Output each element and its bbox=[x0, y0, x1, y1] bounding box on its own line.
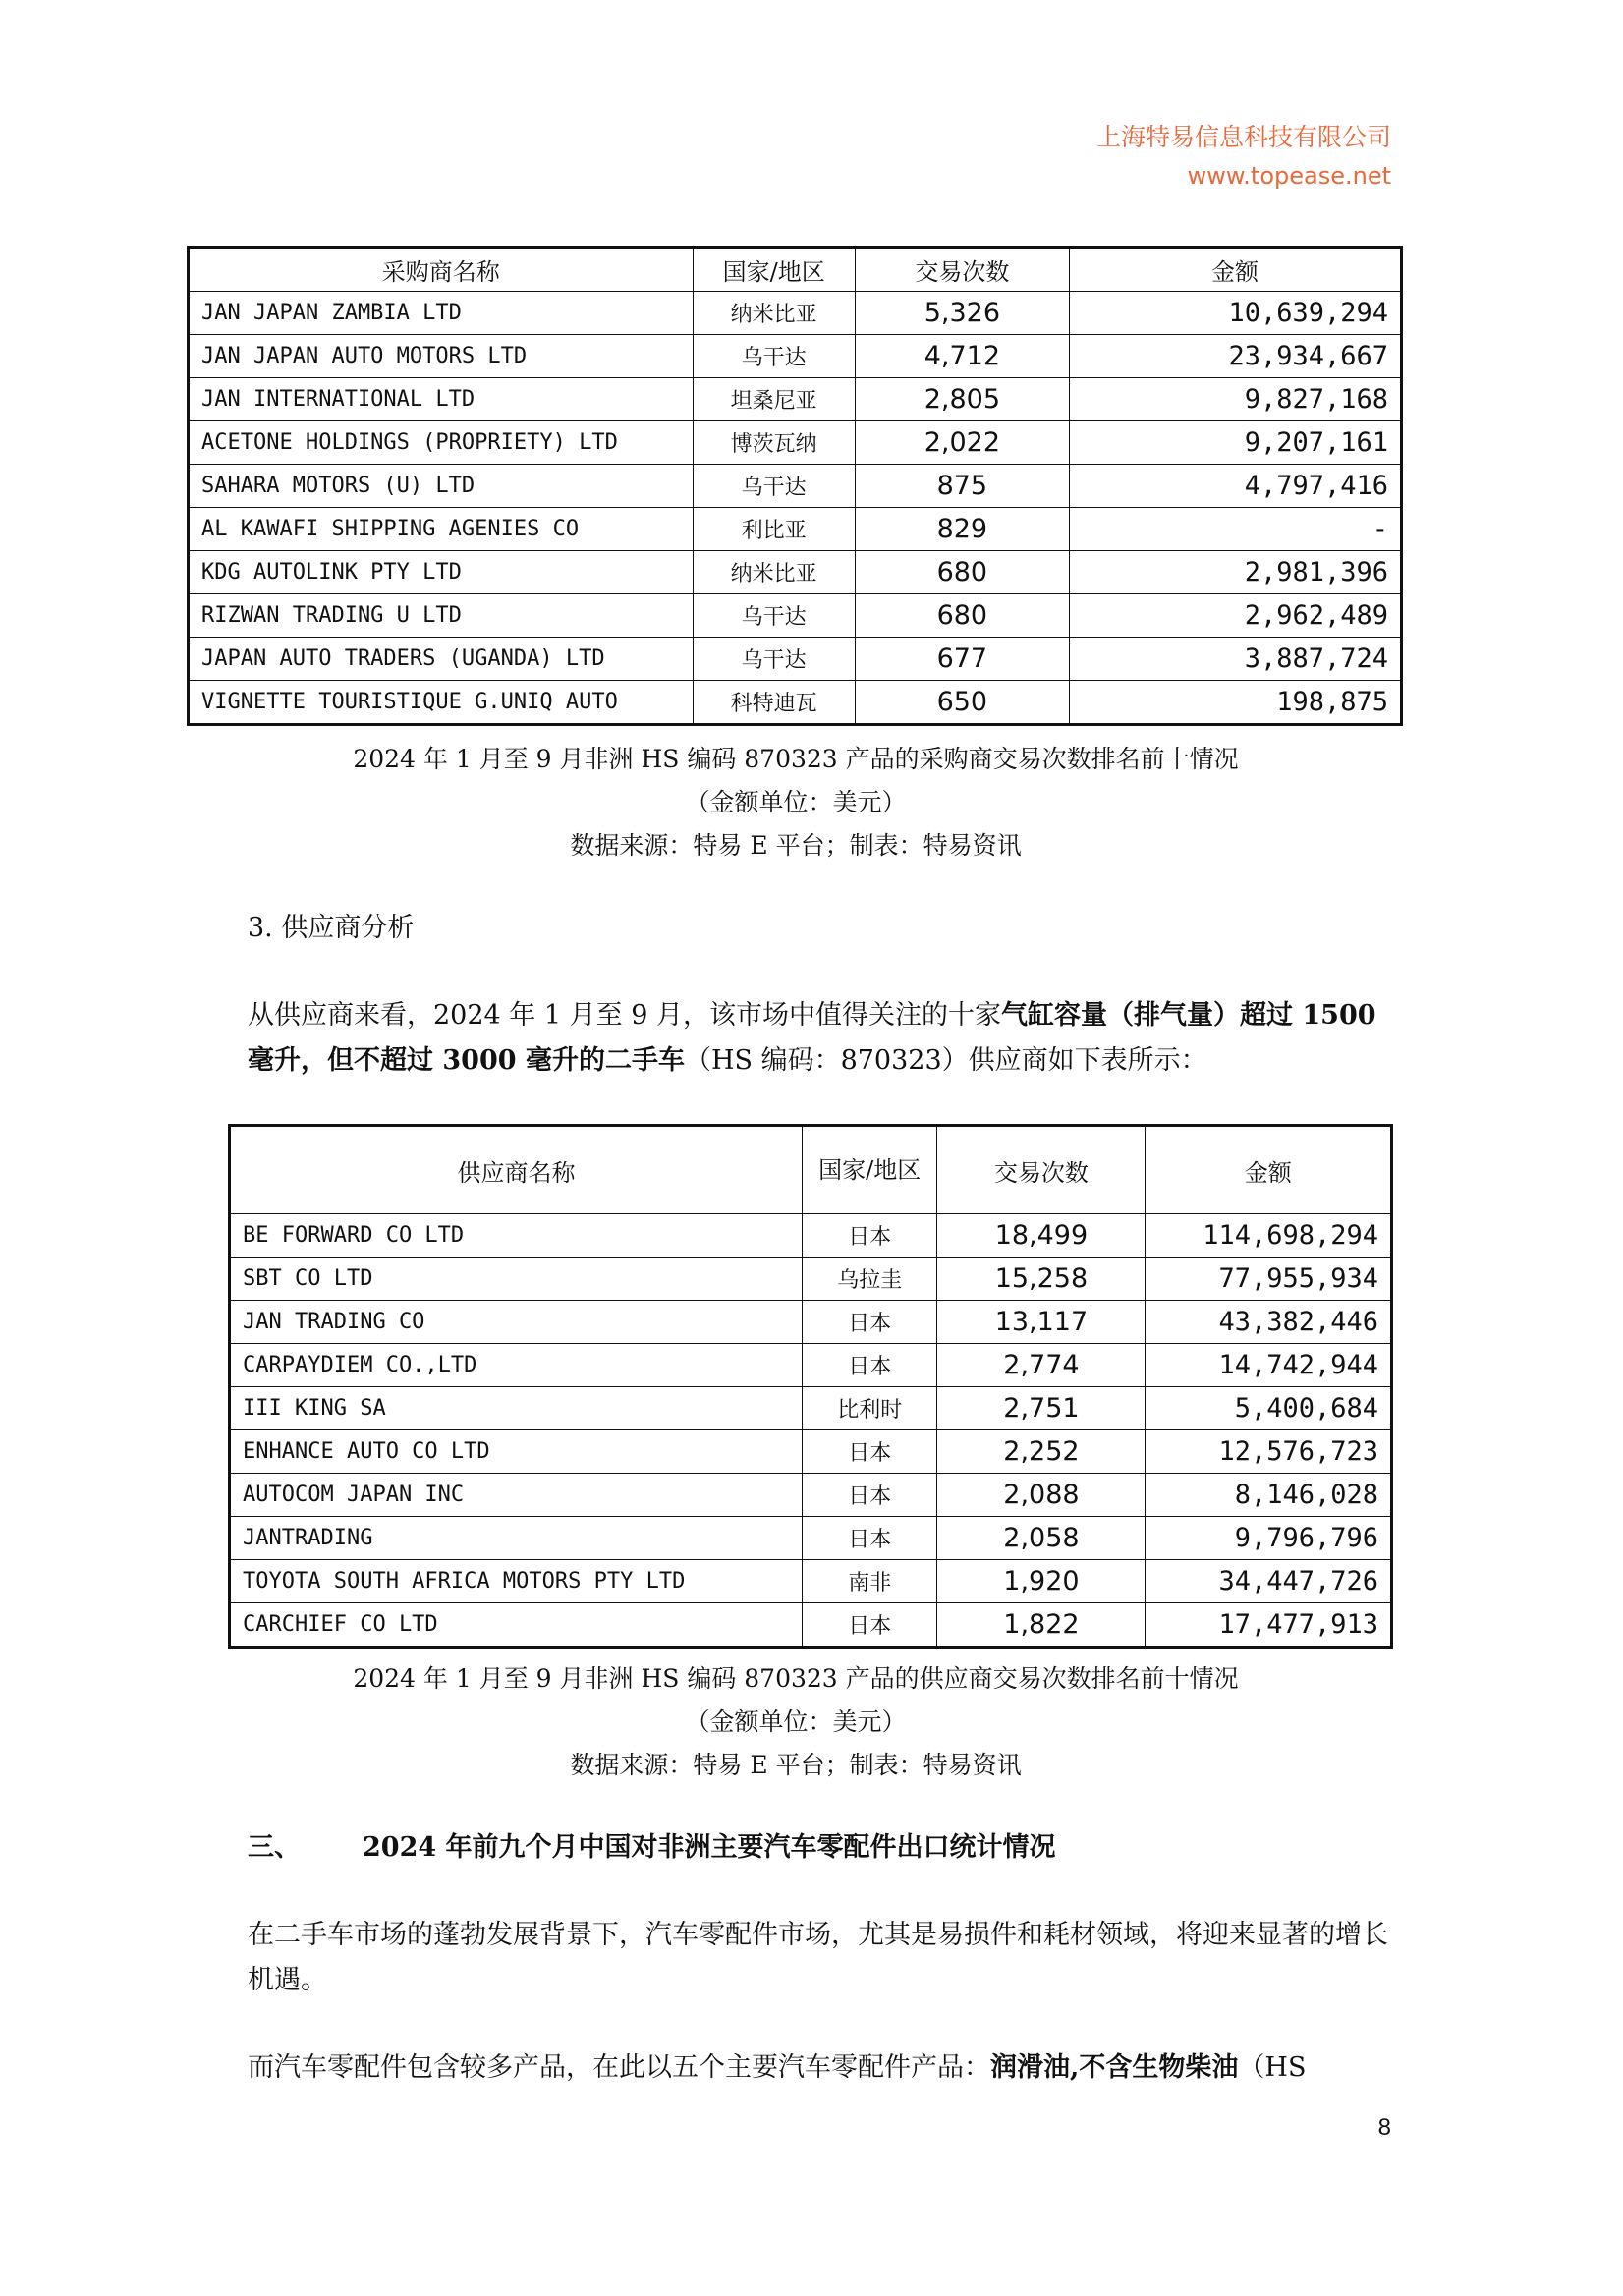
para2-tail: （HS bbox=[1238, 2052, 1307, 2083]
count-cell: 2,022 bbox=[855, 421, 1069, 465]
company-name-cell: VIGNETTE TOURISTIQUE G.UNIQ AUTO bbox=[189, 681, 694, 725]
count-cell: 680 bbox=[855, 551, 1069, 594]
suppliers-table bbox=[228, 1124, 1393, 1649]
amount-cell: 198,875 bbox=[1069, 681, 1401, 725]
amount-cell: 9,827,168 bbox=[1069, 378, 1401, 421]
company-name-cell: AL KAWAFI SHIPPING AGENIES CO bbox=[189, 508, 694, 551]
table-row bbox=[189, 292, 1402, 335]
company-name-cell: JANTRADING bbox=[230, 1517, 803, 1560]
company-name-cell: JAPAN AUTO TRADERS (UGANDA) LTD bbox=[189, 638, 694, 681]
country-cell: 利比亚 bbox=[693, 508, 855, 551]
page-number: 8 bbox=[1377, 2114, 1391, 2141]
country-cell: 乌干达 bbox=[693, 638, 855, 681]
amount-cell: 114,698,294 bbox=[1146, 1214, 1392, 1258]
country-cell: 日本 bbox=[803, 1301, 937, 1344]
amount-cell: 9,796,796 bbox=[1146, 1517, 1392, 1560]
section-three-paragraph-2 bbox=[248, 2045, 1393, 2091]
count-cell: 2,088 bbox=[937, 1474, 1146, 1517]
header-country: 国家/地区 bbox=[803, 1126, 937, 1214]
header-count: 交易次数 bbox=[855, 248, 1069, 292]
table-row bbox=[189, 551, 1402, 594]
company-name-cell: ACETONE HOLDINGS (PROPRIETY) LTD bbox=[189, 421, 694, 465]
supplier-intro-text: 从供应商来看，2024 年 1 月至 9 月，该市场中值得关注的十家 bbox=[248, 1000, 1001, 1031]
count-cell: 5,326 bbox=[855, 292, 1069, 335]
company-name-cell: JAN INTERNATIONAL LTD bbox=[189, 378, 694, 421]
company-name: 上海特易信息科技有限公司 bbox=[1095, 123, 1391, 151]
table-header-row bbox=[230, 1126, 1392, 1214]
amount-cell: 17,477,913 bbox=[1146, 1603, 1392, 1648]
company-name-cell: TOYOTA SOUTH AFRICA MOTORS PTY LTD bbox=[230, 1560, 803, 1603]
country-cell: 纳米比亚 bbox=[693, 551, 855, 594]
table-row bbox=[230, 1474, 1392, 1517]
company-name-cell: CARCHIEF CO LTD bbox=[230, 1603, 803, 1648]
table-row bbox=[230, 1430, 1392, 1474]
company-name-cell: III KING SA bbox=[230, 1387, 803, 1430]
section-three-title: 2024 年前九个月中国对非洲主要汽车零配件出口统计情况 bbox=[363, 1832, 1056, 1863]
table-row bbox=[189, 465, 1402, 508]
table-row bbox=[230, 1387, 1392, 1430]
header-buyer-name: 采购商名称 bbox=[189, 248, 694, 292]
count-cell: 1,920 bbox=[937, 1560, 1146, 1603]
count-cell: 18,499 bbox=[937, 1214, 1146, 1258]
company-name-cell: SAHARA MOTORS (U) LTD bbox=[189, 465, 694, 508]
supplier-intro-tail: （HS 编码：870323）供应商如下表所示： bbox=[684, 1045, 1207, 1076]
count-cell: 15,258 bbox=[937, 1258, 1146, 1301]
amount-cell: 77,955,934 bbox=[1146, 1258, 1392, 1301]
count-cell: 650 bbox=[855, 681, 1069, 725]
buyers-source: 数据来源：特易 E 平台；制表：特易资讯 bbox=[570, 831, 1022, 860]
header-country: 国家/地区 bbox=[693, 248, 855, 292]
amount-cell: - bbox=[1069, 508, 1401, 551]
count-cell: 1,822 bbox=[937, 1603, 1146, 1648]
section-three-number: 三、 bbox=[248, 1832, 301, 1863]
amount-cell: 8,146,028 bbox=[1146, 1474, 1392, 1517]
count-cell: 2,751 bbox=[937, 1387, 1146, 1430]
country-cell: 南非 bbox=[803, 1560, 937, 1603]
country-cell: 乌干达 bbox=[693, 465, 855, 508]
company-name-cell: JAN JAPAN AUTO MOTORS LTD bbox=[189, 335, 694, 378]
amount-cell: 12,576,723 bbox=[1146, 1430, 1392, 1474]
header-amount: 金额 bbox=[1069, 248, 1401, 292]
count-cell: 829 bbox=[855, 508, 1069, 551]
header-amount: 金额 bbox=[1146, 1126, 1392, 1214]
table-row bbox=[189, 594, 1402, 638]
amount-cell: 34,447,726 bbox=[1146, 1560, 1392, 1603]
supplier-analysis-heading: 3. 供应商分析 bbox=[248, 913, 415, 943]
table-row bbox=[230, 1603, 1392, 1648]
supplier-intro-paragraph bbox=[248, 993, 1393, 1084]
table-row bbox=[230, 1517, 1392, 1560]
company-name-cell: JAN JAPAN ZAMBIA LTD bbox=[189, 292, 694, 335]
supplier-intro-bold: 气缸容量（排气量）超过 1500 毫升，但不超过 3000 毫升的二手车 bbox=[248, 1000, 1376, 1076]
company-name-cell: CARPAYDIEM CO.,LTD bbox=[230, 1344, 803, 1387]
country-cell: 日本 bbox=[803, 1214, 937, 1258]
count-cell: 13,117 bbox=[937, 1301, 1146, 1344]
table-row bbox=[189, 378, 1402, 421]
company-name-cell: ENHANCE AUTO CO LTD bbox=[230, 1430, 803, 1474]
country-cell: 日本 bbox=[803, 1517, 937, 1560]
table-row bbox=[189, 681, 1402, 725]
table-row bbox=[189, 508, 1402, 551]
company-name-cell: SBT CO LTD bbox=[230, 1258, 803, 1301]
suppliers-unit: （金额单位：美元） bbox=[685, 1708, 907, 1736]
count-cell: 680 bbox=[855, 594, 1069, 638]
amount-cell: 43,382,446 bbox=[1146, 1301, 1392, 1344]
country-cell: 乌干达 bbox=[693, 594, 855, 638]
count-cell: 875 bbox=[855, 465, 1069, 508]
country-cell: 日本 bbox=[803, 1474, 937, 1517]
section-three-heading bbox=[248, 1825, 1056, 1871]
country-cell: 坦桑尼亚 bbox=[693, 378, 855, 421]
buyers-table bbox=[187, 246, 1403, 726]
table-header-row bbox=[189, 248, 1402, 292]
company-name-cell: BE FORWARD CO LTD bbox=[230, 1214, 803, 1258]
country-cell: 日本 bbox=[803, 1603, 937, 1648]
table-row bbox=[230, 1258, 1392, 1301]
suppliers-source: 数据来源：特易 E 平台；制表：特易资讯 bbox=[570, 1751, 1022, 1779]
company-name-cell: AUTOCOM JAPAN INC bbox=[230, 1474, 803, 1517]
country-cell: 乌拉圭 bbox=[803, 1258, 937, 1301]
amount-cell: 23,934,667 bbox=[1069, 335, 1401, 378]
website-link[interactable]: www.topease.net bbox=[1187, 162, 1391, 190]
amount-cell: 14,742,944 bbox=[1146, 1344, 1392, 1387]
count-cell: 4,712 bbox=[855, 335, 1069, 378]
amount-cell: 10,639,294 bbox=[1069, 292, 1401, 335]
country-cell: 乌干达 bbox=[693, 335, 855, 378]
buyers-unit: （金额单位：美元） bbox=[685, 788, 907, 816]
company-name-cell: JAN TRADING CO bbox=[230, 1301, 803, 1344]
count-cell: 677 bbox=[855, 638, 1069, 681]
company-name-cell: KDG AUTOLINK PTY LTD bbox=[189, 551, 694, 594]
amount-cell: 5,400,684 bbox=[1146, 1387, 1392, 1430]
header-supplier-name: 供应商名称 bbox=[230, 1126, 803, 1214]
amount-cell: 9,207,161 bbox=[1069, 421, 1401, 465]
page-header bbox=[1096, 118, 1391, 195]
table-row bbox=[230, 1214, 1392, 1258]
country-cell: 日本 bbox=[803, 1344, 937, 1387]
table-row bbox=[189, 421, 1402, 465]
country-cell: 博茨瓦纳 bbox=[693, 421, 855, 465]
table-row bbox=[230, 1301, 1392, 1344]
amount-cell: 3,887,724 bbox=[1069, 638, 1401, 681]
country-cell: 日本 bbox=[803, 1430, 937, 1474]
country-cell: 纳米比亚 bbox=[693, 292, 855, 335]
header-count: 交易次数 bbox=[937, 1126, 1146, 1214]
count-cell: 2,252 bbox=[937, 1430, 1146, 1474]
amount-cell: 4,797,416 bbox=[1069, 465, 1401, 508]
suppliers-caption: 2024 年 1 月至 9 月非洲 HS 编码 870323 产品的供应商交易次数排名前十情况 bbox=[353, 1664, 1239, 1693]
country-cell: 比利时 bbox=[803, 1387, 937, 1430]
buyers-caption: 2024 年 1 月至 9 月非洲 HS 编码 870323 产品的采购商交易次数排名前十情况 bbox=[353, 745, 1239, 773]
table-row bbox=[230, 1344, 1392, 1387]
para2-bold: 润滑油,不含生物柴油 bbox=[990, 2052, 1239, 2083]
company-name-cell: RIZWAN TRADING U LTD bbox=[189, 594, 694, 638]
section-three-paragraph-1: 在二手车市场的蓬勃发展背景下，汽车零配件市场，尤其是易损件和耗材领域，将迎来显著的增长机遇。 bbox=[248, 1920, 1388, 1995]
country-cell: 科特迪瓦 bbox=[693, 681, 855, 725]
para2-text: 而汽车零配件包含较多产品，在此以五个主要汽车零配件产品： bbox=[248, 2052, 990, 2083]
count-cell: 2,805 bbox=[855, 378, 1069, 421]
amount-cell: 2,981,396 bbox=[1069, 551, 1401, 594]
table-row bbox=[189, 638, 1402, 681]
table-row bbox=[189, 335, 1402, 378]
amount-cell: 2,962,489 bbox=[1069, 594, 1401, 638]
count-cell: 2,058 bbox=[937, 1517, 1146, 1560]
count-cell: 2,774 bbox=[937, 1344, 1146, 1387]
table-row bbox=[230, 1560, 1392, 1603]
